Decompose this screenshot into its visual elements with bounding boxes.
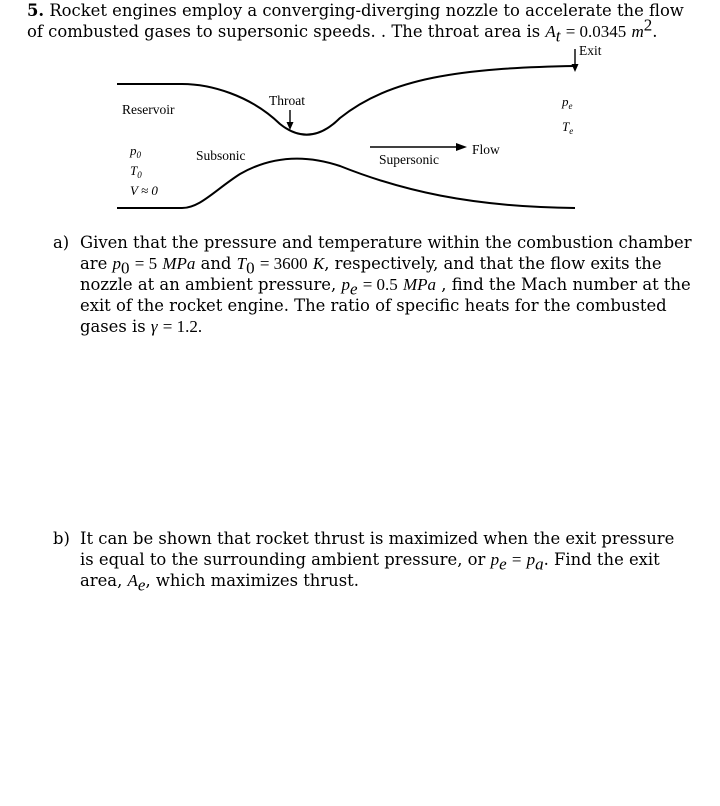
part-b-label: b) <box>53 529 70 548</box>
reservoir-temperature-label: $T_0$ <box>130 163 142 180</box>
problem-intro: Rocket engines employ a converging-diverging nozzle to accelerate the flow of combusted gases to supersonic speeds. . The throat area is <box>27 1 684 41</box>
exit-arrowhead <box>572 64 579 72</box>
part-a-label: a) <box>53 233 70 252</box>
flow-label: Flow <box>472 142 500 157</box>
flow-arrowhead <box>456 143 467 151</box>
problem-end-period: . <box>652 22 658 41</box>
reservoir-velocity-label: V ≈ 0 <box>130 183 158 198</box>
throat-area-value: = 0.0345 <box>565 22 627 41</box>
nozzle-upper-wall <box>117 66 575 135</box>
part-b-text: It can be shown that rocket thrust is maximized when the exit pressure is equal to the surrounding ambient pressure, or $p_e = p_a$. Find the exit area, $A_e$, which maximizes thrust. <box>80 529 675 595</box>
subsonic-label: Subsonic <box>196 148 246 163</box>
throat-area-unit: m <box>631 22 644 41</box>
part-b <box>53 528 693 595</box>
exit-temperature-label: $T_e$ <box>562 119 574 136</box>
throat-area-symbol: A <box>545 22 556 41</box>
supersonic-label: Supersonic <box>379 152 439 167</box>
exit-pressure-label: $p_e$ <box>562 94 573 111</box>
part-a-text: Given that the pressure and temperature within the combustion chamber are $p_0 = 5$ MPa and $T_0 = 3600$ K, respectively, and that the flow exits the nozzle at an ambient pressure, $p_e = 0.5$ MPa , find the Mach number at the exit of the rocket engine. The ratio of specific heats for the combusted gases is γ = 1.2. <box>80 233 692 336</box>
part-a <box>53 232 693 337</box>
throat-label: Throat <box>269 93 305 108</box>
nozzle-diagram <box>0 0 720 230</box>
nozzle-lower-wall <box>117 159 575 208</box>
reservoir-label: Reservoir <box>122 102 175 117</box>
reservoir-pressure-label: $p_0$ <box>130 143 141 160</box>
throat-area-subscript: t <box>555 26 561 46</box>
exit-label: Exit <box>579 43 602 58</box>
problem-number: 5. <box>27 1 45 20</box>
throat-area-unit-exponent: 2 <box>643 15 653 35</box>
